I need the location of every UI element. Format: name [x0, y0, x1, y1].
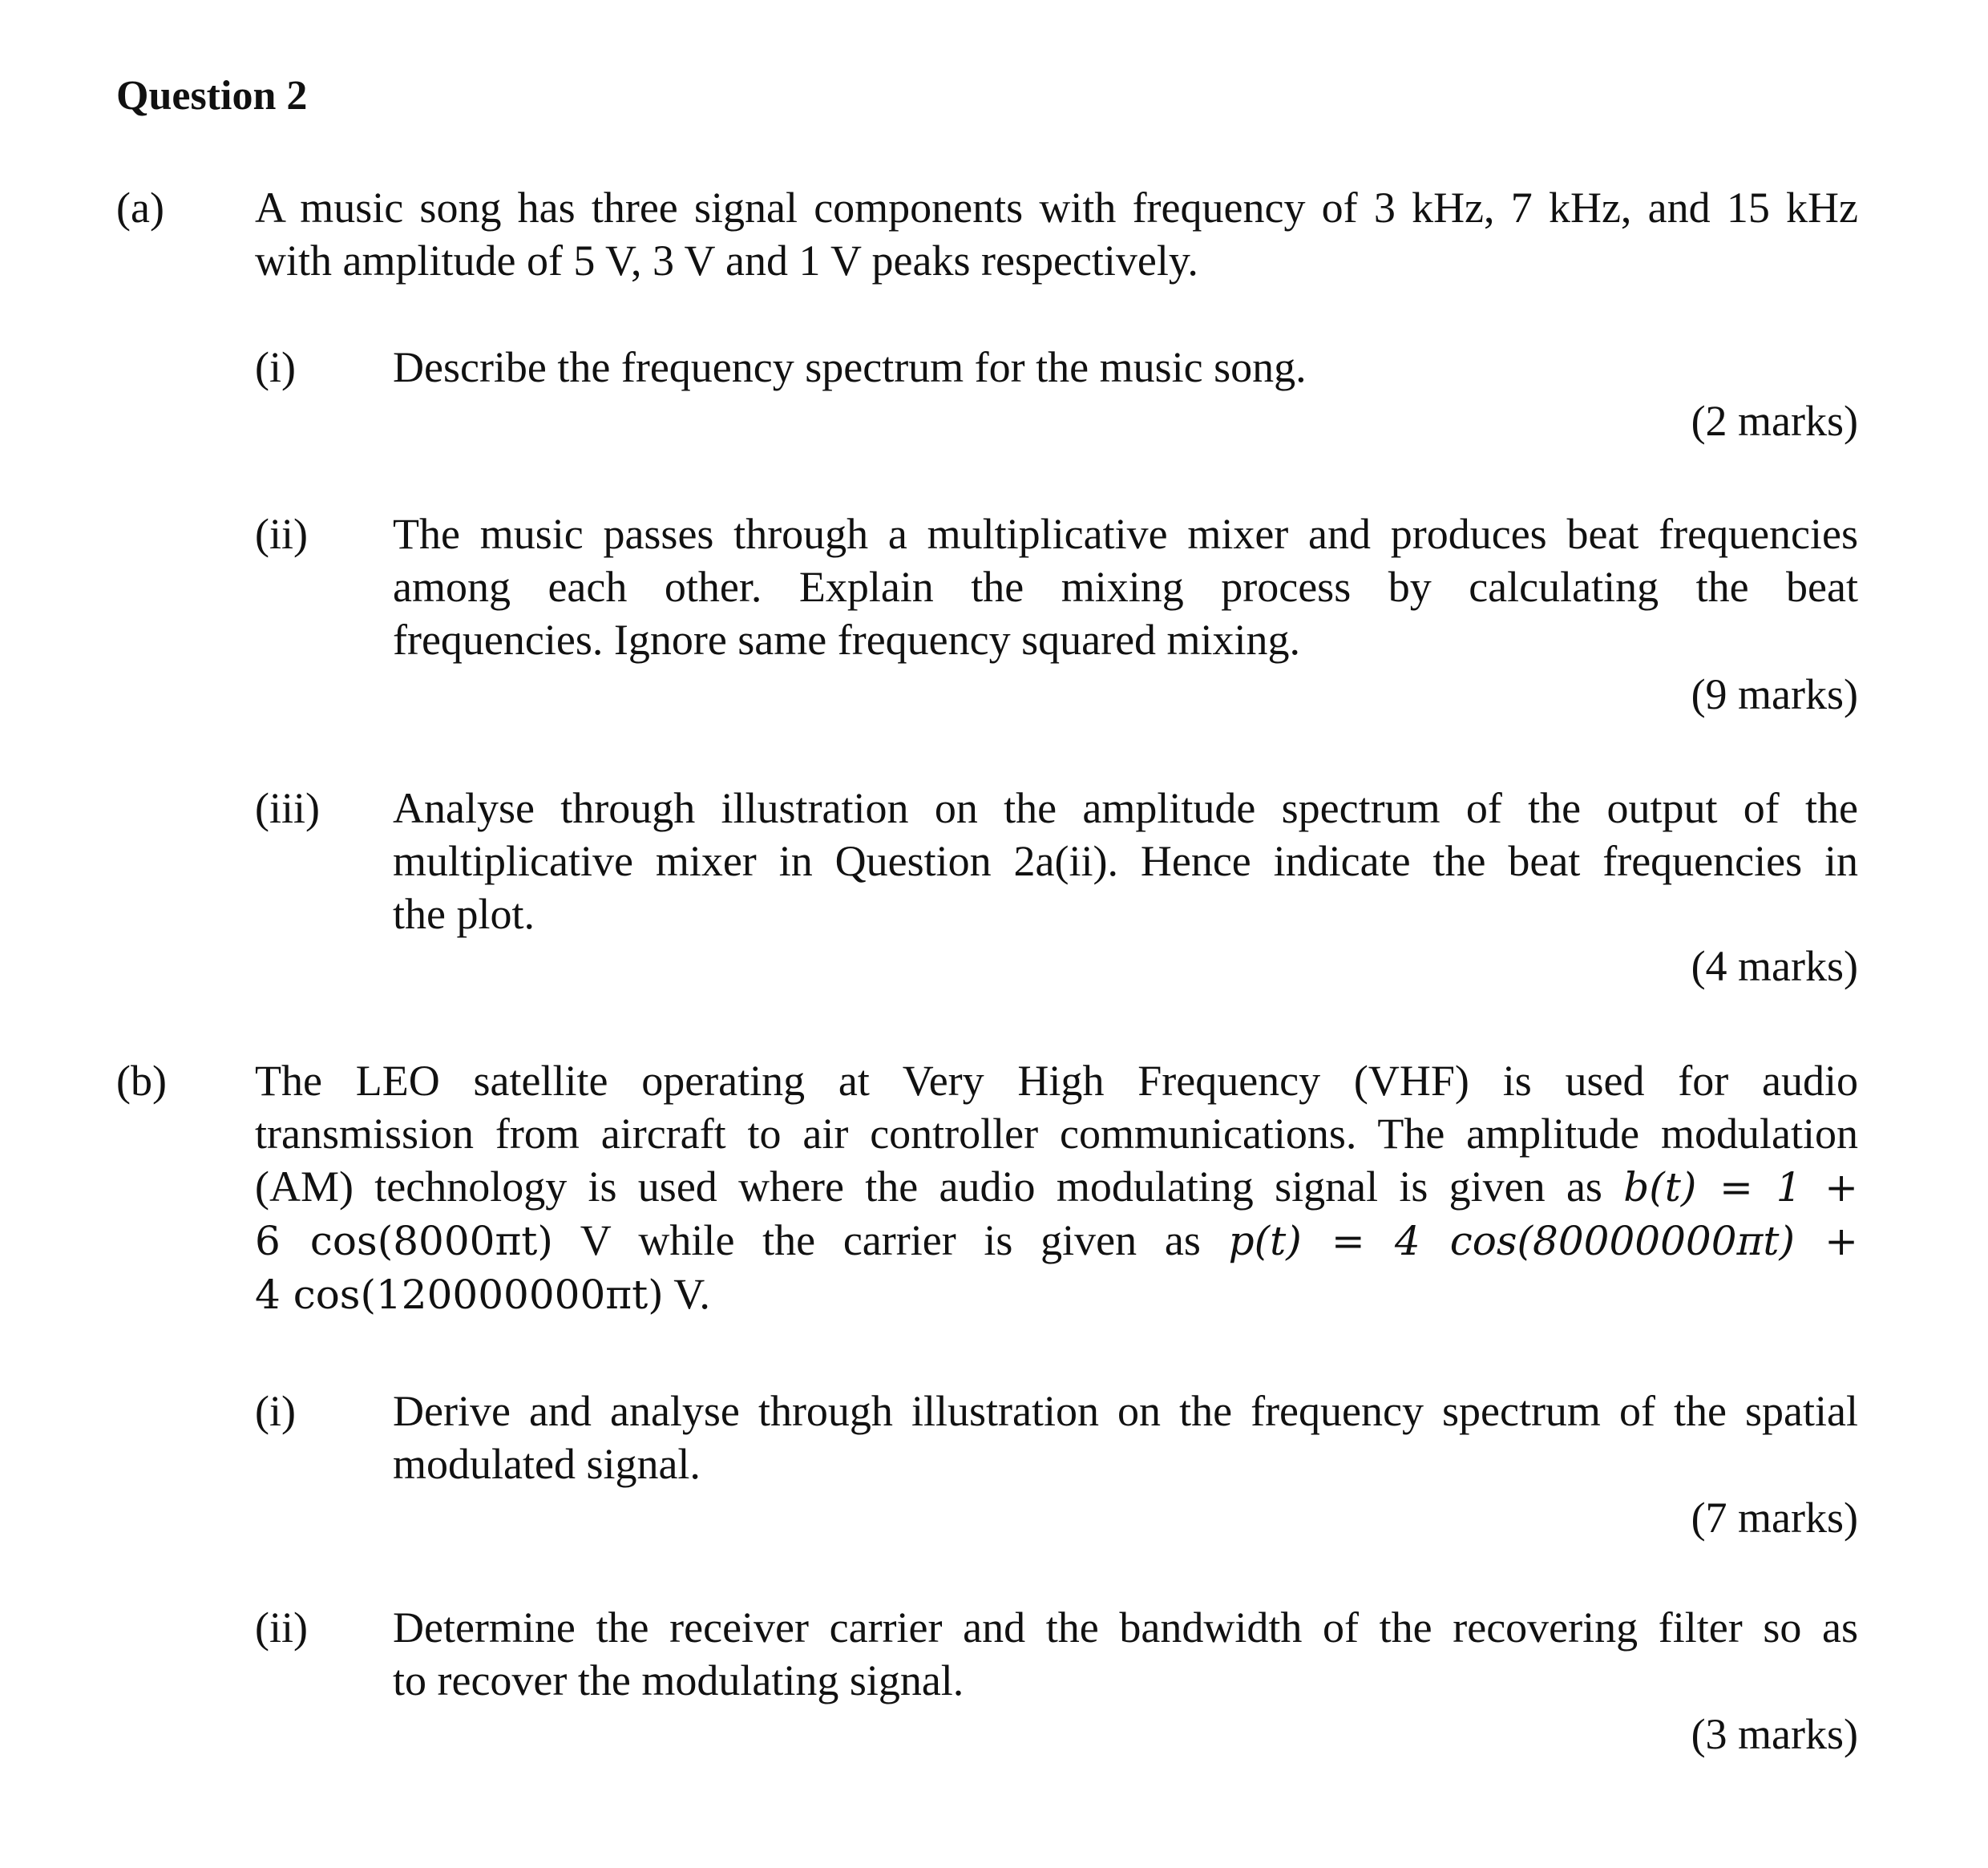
modulating-signal-cos-term: 6 cos(8000πt) — [255, 1218, 553, 1264]
part-a-sub-ii-line: among each other. Explain the mixing process by calculating the beat — [393, 563, 1858, 611]
part-a-sub-i-label: (i) — [255, 343, 296, 391]
part-b-sub-ii-text — [393, 1601, 1858, 1707]
part-a-text — [255, 181, 1858, 287]
part-a-sub-iii-line: the plot. — [393, 890, 535, 938]
part-b-sub-ii-line: Determine the receiver carrier and the bandwidth of the recovering filter so as — [393, 1603, 1858, 1652]
part-a-label: (a) — [116, 184, 164, 232]
question-title: Question 2 — [116, 73, 308, 119]
part-a-line: with amplitude of 5 V, 3 V and 1 V peaks respectively. — [255, 237, 1198, 285]
modulating-signal-equation: b(t) = 1 + — [1623, 1164, 1858, 1211]
part-a-sub-i-line: Describe the frequency spectrum for the music song. — [393, 343, 1307, 391]
part-a-sub-i-marks: (2 marks) — [1691, 397, 1858, 445]
part-b-text — [255, 1054, 1858, 1321]
part-a-sub-iii-label: (iii) — [255, 784, 320, 832]
part-b-sub-i-label: (i) — [255, 1387, 296, 1435]
part-b-line — [255, 1268, 1858, 1321]
carrier-signal-equation: p(t) = 4 cos(80000000πt) + — [1228, 1218, 1859, 1264]
part-b-sub-i-line: modulated signal. — [393, 1440, 701, 1488]
part-b-line3-text: (AM) technology is used where the audio modulating signal is given as — [255, 1162, 1602, 1211]
part-a-sub-ii-label: (ii) — [255, 510, 308, 558]
part-b-line4-text: V while the carrier is given as — [580, 1216, 1201, 1264]
part-a-sub-i-text — [393, 341, 1858, 394]
part-b-line: The LEO satellite operating at Very High Frequency (VHF) is used for audio — [255, 1057, 1858, 1105]
part-b-sub-i-text — [393, 1385, 1858, 1490]
part-b-line — [255, 1160, 1858, 1214]
part-a-sub-ii-text — [393, 507, 1858, 666]
part-b-sub-i-line: Derive and analyse through illustration on the frequency spectrum of the spatial — [393, 1387, 1858, 1435]
part-a-sub-iii-line: multiplicative mixer in Question 2a(ii). Hence indicate the beat frequencies in — [393, 837, 1858, 885]
part-b-line5-text: V. — [673, 1270, 710, 1318]
carrier-second-term: 4 cos(120000000πt) — [255, 1272, 664, 1318]
part-b-line — [255, 1214, 1858, 1268]
part-b-line: transmission from aircraft to air controller communications. The amplitude modulation — [255, 1110, 1858, 1158]
part-a-sub-ii-line: The music passes through a multiplicative mixer and produces beat frequencies — [393, 510, 1858, 558]
part-b-sub-i-marks: (7 marks) — [1691, 1494, 1858, 1542]
part-a-sub-ii-line: frequencies. Ignore same frequency squared mixing. — [393, 616, 1301, 664]
part-b-label: (b) — [116, 1057, 167, 1105]
part-b-sub-ii-marks: (3 marks) — [1691, 1710, 1858, 1758]
part-a-sub-iii-line: Analyse through illustration on the amplitude spectrum of the output of the — [393, 784, 1858, 832]
part-a-sub-ii-marks: (9 marks) — [1691, 670, 1858, 718]
part-a-line: A music song has three signal components with frequency of 3 kHz, 7 kHz, and 15 kHz — [255, 184, 1858, 232]
part-b-sub-ii-line: to recover the modulating signal. — [393, 1656, 964, 1704]
part-a-sub-iii-text — [393, 782, 1858, 940]
part-b-sub-ii-label: (ii) — [255, 1603, 308, 1652]
part-a-sub-iii-marks: (4 marks) — [1691, 942, 1858, 990]
